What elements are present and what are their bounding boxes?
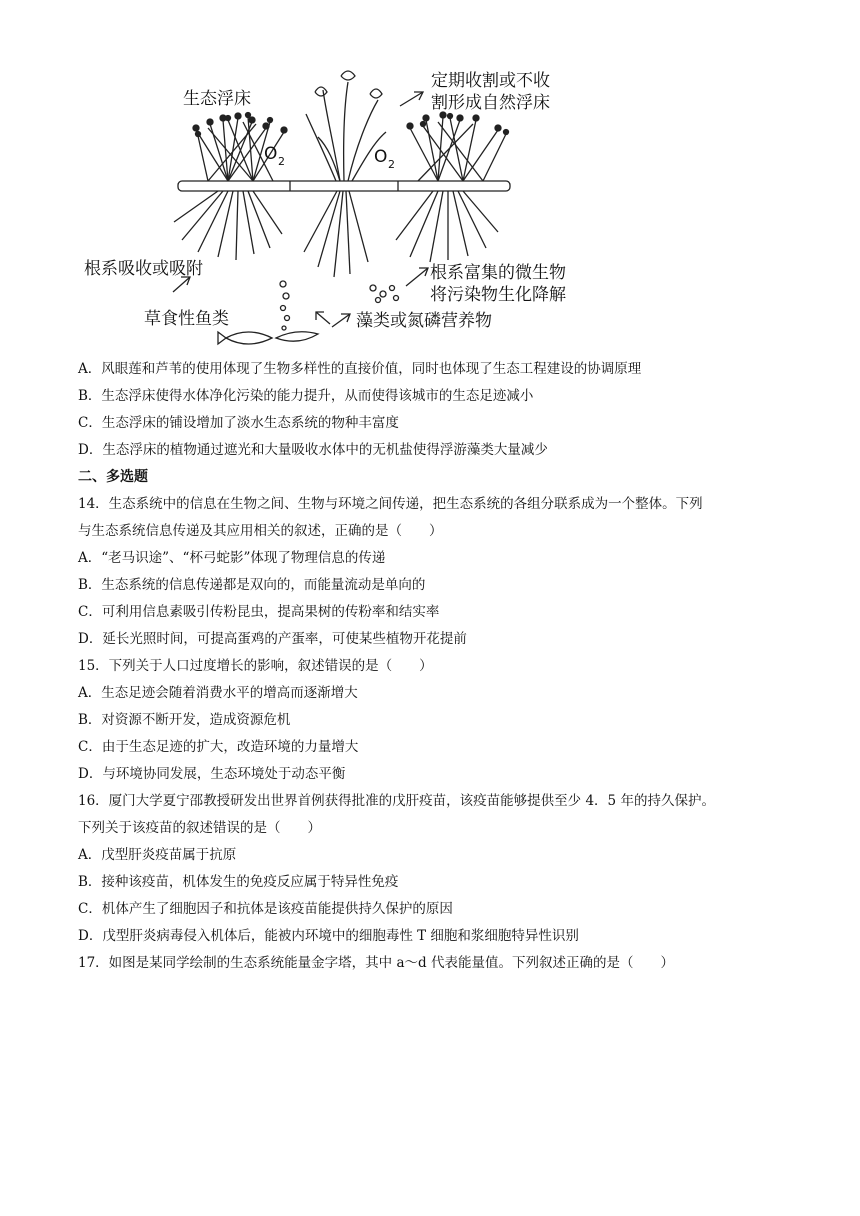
q16-option-d: D．戊型肝炎病毒侵入机体后，能被内环境中的细胞毒性 T 细胞和浆细胞特异性识别 [78,928,579,944]
q14-option-c: C．可利用信息素吸引传粉昆虫，提高果树的传粉率和结实率 [78,604,440,620]
right-plant [396,117,506,262]
arrow-root-absorb [173,277,190,292]
fish [218,332,318,344]
label-harvest-line1: 定期收割或不收 [431,71,550,91]
q14-option-a: A．“老马识途”、“杯弓蛇影”体现了物理信息的传递 [78,550,386,566]
arrow-algae [332,314,350,327]
q13-option-d: D．生态浮床的植物通过遮光和大量吸收水体中的无机盐使得浮游藻类大量减少 [78,442,548,458]
float-platform [178,181,510,191]
bubbles [280,281,290,330]
algae-dots [370,285,399,303]
arrow-microbe [406,268,428,286]
label-microbe-line2: 将污染物生化降解 [430,285,566,305]
label-harvest-line2: 割形成自然浮床 [431,93,550,113]
label-ecological-float: 生态浮床 [183,89,251,109]
label-oxygen-right: O [374,147,388,167]
q13-option-b: B．生态浮床使得水体净化污染的能力提升，从而使得该城市的生态足迹减小 [78,388,534,404]
left-plant [174,117,284,260]
q14-stem-line1: 14．生态系统中的信息在生物之间、生物与环境之间传递，把生态系统的各组分联系成为一个整体。下列 [78,496,703,512]
q15-option-b: B．对资源不断开发，造成资源危机 [78,712,291,728]
label-herbivore-fish: 草食性鱼类 [144,309,229,329]
q14-option-b: B．生态系统的信息传递都是双向的，而能量流动是单向的 [78,577,426,593]
label-oxygen-left-sub: 2 [278,155,285,168]
q15-option-a: A．生态足迹会随着消费水平的增高而逐渐增大 [78,685,358,701]
label-oxygen-left: O [264,144,278,164]
label-root-absorb: 根系吸收或吸附 [84,259,203,279]
q17-stem: 17．如图是某同学绘制的生态系统能量金字塔，其中 a～d 代表能量值。下列叙述正确的是（ ） [78,955,674,971]
label-microbe-line1: 根系富集的微生物 [430,263,566,283]
float-bed-diagram [78,62,638,354]
label-oxygen-right-sub: 2 [388,158,395,171]
question-content [78,356,798,977]
flower-heads [193,112,509,137]
arrow-fish [316,312,330,324]
center-plant [304,71,386,277]
q16-stem-line2: 下列关于该疫苗的叙述错误的是（ ） [78,820,321,836]
ecological-float-bed-figure [78,62,638,354]
q14-option-d: D．延长光照时间，可提高蛋鸡的产蛋率，可使某些植物开花提前 [78,631,467,647]
label-algae-nutrients: 藻类或氮磷营养物 [356,311,492,331]
q15-stem: 15．下列关于人口过度增长的影响，叙述错误的是（ ） [78,658,433,674]
q13-option-c: C．生态浮床的铺设增加了淡水生态系统的物种丰富度 [78,415,399,431]
q16-option-c: C．机体产生了细胞因子和抗体是该疫苗能提供持久保护的原因 [78,901,453,917]
q16-option-a: A．戊型肝炎疫苗属于抗原 [78,847,237,863]
q13-option-a: A．风眼莲和芦苇的使用体现了生物多样性的直接价值，同时也体现了生态工程建设的协调原理 [78,361,642,377]
q15-option-c: C．由于生态足迹的扩大，改造环境的力量增大 [78,739,359,755]
q16-stem-line1: 16．厦门大学夏宁邵教授研发出世界首例获得批准的戊肝疫苗，该疫苗能够提供至少 4．5 年的持久保护。 [78,793,715,809]
arrow-harvest [400,92,423,106]
section-title: 二、多选题 [78,469,148,485]
q16-option-b: B．接种该疫苗，机体发生的免疫反应属于特异性免疫 [78,874,399,890]
q15-option-d: D．与环境协同发展，生态环境处于动态平衡 [78,766,346,782]
q14-stem-line2: 与生态系统信息传递及其应用相关的叙述，正确的是（ ） [78,523,443,539]
